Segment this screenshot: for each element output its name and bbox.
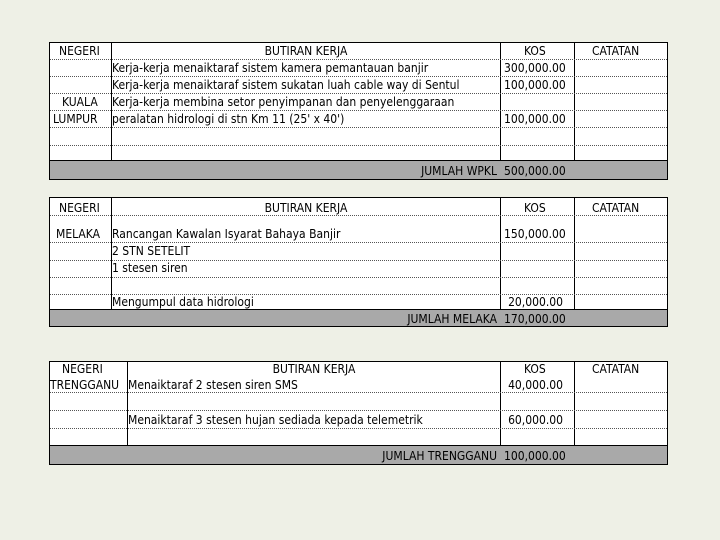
- total-row: [50, 160, 667, 179]
- row-divider: [50, 428, 667, 429]
- row-divider: [50, 127, 667, 128]
- row-divider: [50, 145, 667, 146]
- butiran-kerja-header: BUTIRAN KERJA: [264, 44, 348, 58]
- item-description: peralatan hidrologi di stn Km 11 (25' x 40'): [112, 112, 345, 126]
- total-label: JUMLAH TRENGGANU: [382, 449, 497, 463]
- negeri-header: NEGERI: [59, 44, 100, 58]
- row-divider: [50, 110, 667, 111]
- row-divider: [50, 392, 667, 393]
- total-label: JUMLAH WPKL: [421, 164, 497, 178]
- negeri-header: NEGERI: [62, 362, 103, 376]
- item-description: Kerja-kerja menaiktaraf sistem sukatan luah cable way di Sentul: [112, 78, 460, 92]
- item-cost: 300,000.00: [504, 61, 566, 75]
- row-divider: [50, 59, 667, 60]
- row-divider: [50, 76, 667, 77]
- negeri-name: KUALA: [62, 95, 98, 109]
- row-divider: [50, 215, 667, 216]
- catatan-header: CATATAN: [592, 201, 640, 215]
- item-description: 1 stesen siren: [112, 261, 188, 275]
- terengganu-table: [49, 361, 668, 465]
- negeri-name: TRENGGANU: [50, 378, 120, 392]
- column-divider: [500, 43, 501, 179]
- item-cost: 150,000.00: [504, 227, 566, 241]
- column-divider: [574, 198, 575, 326]
- melaka-table: [49, 197, 668, 327]
- negeri-name: MELAKA: [56, 227, 101, 241]
- item-description: 2 STN SETELIT: [112, 244, 191, 258]
- row-divider: [50, 410, 667, 411]
- column-divider: [500, 198, 501, 326]
- item-cost: 60,000.00: [508, 413, 563, 427]
- row-divider: [50, 93, 667, 94]
- item-description: Kerja-kerja membina setor penyimpanan dan penyelenggaraan: [112, 95, 455, 109]
- item-cost: 100,000.00: [504, 112, 566, 126]
- total-row: [50, 445, 667, 464]
- kuala-lumpur-table: [49, 42, 668, 180]
- butiran-kerja-header: BUTIRAN KERJA: [272, 362, 356, 376]
- row-divider: [50, 242, 667, 243]
- item-description: Kerja-kerja menaiktaraf sistem kamera pemantauan banjir: [112, 61, 429, 75]
- total-row: [50, 309, 667, 326]
- item-cost: 100,000.00: [504, 78, 566, 92]
- item-description: Rancangan Kawalan Isyarat Bahaya Banjir: [112, 227, 341, 241]
- catatan-header: CATATAN: [592, 44, 640, 58]
- total-label: JUMLAH MELAKA: [407, 312, 497, 326]
- item-cost: 40,000.00: [508, 378, 563, 392]
- total-value: 100,000.00: [504, 449, 566, 463]
- catatan-header: CATATAN: [592, 362, 640, 376]
- item-description: Mengumpul data hidrologi: [112, 295, 254, 309]
- negeri-header: NEGERI: [59, 201, 100, 215]
- butiran-kerja-header: BUTIRAN KERJA: [264, 201, 348, 215]
- kos-header: KOS: [524, 201, 546, 215]
- total-value: 170,000.00: [504, 312, 566, 326]
- total-value: 500,000.00: [504, 164, 566, 178]
- column-divider: [574, 43, 575, 179]
- kos-header: KOS: [524, 362, 546, 376]
- row-divider: [50, 277, 667, 278]
- item-cost: 20,000.00: [508, 295, 563, 309]
- item-description: Menaiktaraf 2 stesen siren SMS: [128, 378, 298, 392]
- kos-header: KOS: [524, 44, 546, 58]
- item-description: Menaiktaraf 3 stesen hujan sediada kepada telemetrik: [128, 413, 423, 427]
- negeri-name: LUMPUR: [53, 112, 98, 126]
